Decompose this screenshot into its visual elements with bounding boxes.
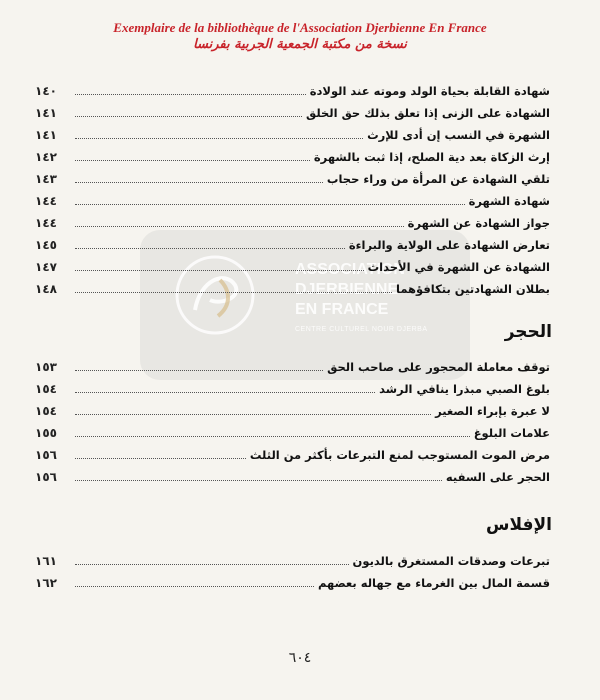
toc-page-number: ١٥٤ — [35, 404, 57, 418]
toc-title: تبرعات وصدقات المستغرق بالديون — [352, 554, 550, 568]
toc-page-number: ١٤٧ — [35, 260, 57, 274]
toc-leader — [75, 203, 465, 205]
toc-entry — [35, 398, 550, 420]
toc-leader — [75, 247, 345, 249]
library-header — [0, 20, 600, 54]
toc-page-number: ١٤٣ — [35, 172, 57, 186]
toc-entry — [35, 464, 550, 486]
toc-title: بطلان الشهادتين بتكافؤهما — [396, 282, 550, 296]
section-heading-hajr: الحجر — [504, 322, 552, 342]
toc-leader — [75, 585, 314, 587]
toc-entry — [35, 420, 550, 442]
toc-page-number: ١٤٤ — [35, 216, 57, 230]
toc-leader — [75, 159, 310, 161]
toc-section-shahada — [35, 78, 550, 298]
watermark-line3: EN FRANCE — [295, 301, 389, 318]
toc-page-number: ١٥٦ — [35, 448, 57, 462]
toc-title: لا عبرة بإبراء الصغير — [435, 404, 550, 418]
toc-leader — [75, 291, 392, 293]
toc-page-number: ١٤٠ — [35, 84, 57, 98]
toc-entry — [35, 210, 550, 232]
toc-entry — [35, 122, 550, 144]
toc-title: الشهادة على الزنى إذا تعلق بذلك حق الخلق — [305, 106, 550, 120]
toc-entry — [35, 254, 550, 276]
toc-entry — [35, 166, 550, 188]
toc-entry — [35, 376, 550, 398]
toc-section-iflas — [35, 548, 550, 592]
toc-title: قسمة المال بين الغرماء مع جهاله بعضهم — [317, 576, 550, 590]
toc-title: الشهادة عن الشهرة في الأحداث — [367, 260, 550, 274]
toc-page-number: ١٥٣ — [35, 360, 57, 374]
toc-title: توقف معاملة المحجور على صاحب الحق — [327, 360, 550, 374]
toc-leader — [75, 181, 323, 183]
watermark-line1: ASSOCIATION — [295, 261, 405, 278]
toc-entry — [35, 78, 550, 100]
toc-title: مرض الموت المستوجب لمنع التبرعات بأكثر من الثلث — [249, 448, 550, 462]
toc-page-number: ١٤١ — [35, 128, 57, 142]
page-number: ٦٠٤ — [288, 650, 312, 666]
watermark-line2: DJERBIENNE — [295, 281, 399, 298]
toc-section-hajr — [35, 354, 550, 486]
toc-leader — [75, 269, 364, 271]
toc-title: شهادة الشهرة — [468, 194, 550, 208]
toc-leader — [75, 563, 349, 565]
toc-page-number: ١٤٥ — [35, 238, 57, 252]
toc-title: بلوغ الصبي مبذرا ينافي الرشد — [379, 382, 550, 396]
toc-title: جواز الشهادة عن الشهرة — [407, 216, 550, 230]
toc-entry — [35, 144, 550, 166]
toc-page-number: ١٥٤ — [35, 382, 57, 396]
section-heading-iflas: الإفلاس — [486, 515, 552, 535]
toc-page-number: ١٦١ — [35, 554, 57, 568]
toc-page-number: ١٤٢ — [35, 150, 57, 164]
toc-page-number: ١٤٤ — [35, 194, 57, 208]
toc-leader — [75, 391, 375, 393]
toc-entry — [35, 548, 550, 570]
toc-entry — [35, 354, 550, 376]
toc-entry — [35, 232, 550, 254]
toc-leader — [75, 137, 363, 139]
toc-entry — [35, 100, 550, 122]
toc-page-number: ١٤٨ — [35, 282, 57, 296]
toc-page-number: ١٥٥ — [35, 426, 57, 440]
toc-leader — [75, 413, 431, 415]
toc-entry — [35, 276, 550, 298]
toc-leader — [75, 479, 442, 481]
toc-title: شهادة القابلة بحياة الولد وموته عند الولادة — [309, 84, 550, 98]
toc-title: الشهرة في النسب إن أدى للإرث — [367, 128, 550, 142]
header-arabic: نسخة من مكتبة الجمعية الجربية بفرنسا — [193, 37, 407, 52]
toc-leader — [75, 435, 470, 437]
toc-leader — [75, 369, 323, 371]
toc-entry — [35, 188, 550, 210]
toc-page-number: ١٥٦ — [35, 470, 57, 484]
toc-entry — [35, 570, 550, 592]
toc-leader — [75, 457, 246, 459]
toc-title: علامات البلوغ — [473, 426, 550, 440]
toc-leader — [75, 93, 306, 95]
toc-title: تلقي الشهادة عن المرأة من وراء حجاب — [326, 172, 550, 186]
toc-leader — [75, 225, 404, 227]
toc-title: الحجر على السفيه — [445, 470, 550, 484]
header-latin: Exemplaire de la bibliothèque de l'Association Djerbienne En France — [113, 20, 487, 35]
toc-page-number: ١٦٢ — [35, 576, 57, 590]
toc-title: تعارض الشهادة على الولاية والبراءة — [348, 238, 550, 252]
toc-entry — [35, 442, 550, 464]
toc-title: إرث الزكاة بعد دية الصلح، إذا ثبت بالشهرة — [313, 150, 550, 164]
watermark-line4: CENTRE CULTUREL NOUR DJERBA — [295, 326, 428, 333]
toc-leader — [75, 115, 302, 117]
toc-page-number: ١٤١ — [35, 106, 57, 120]
